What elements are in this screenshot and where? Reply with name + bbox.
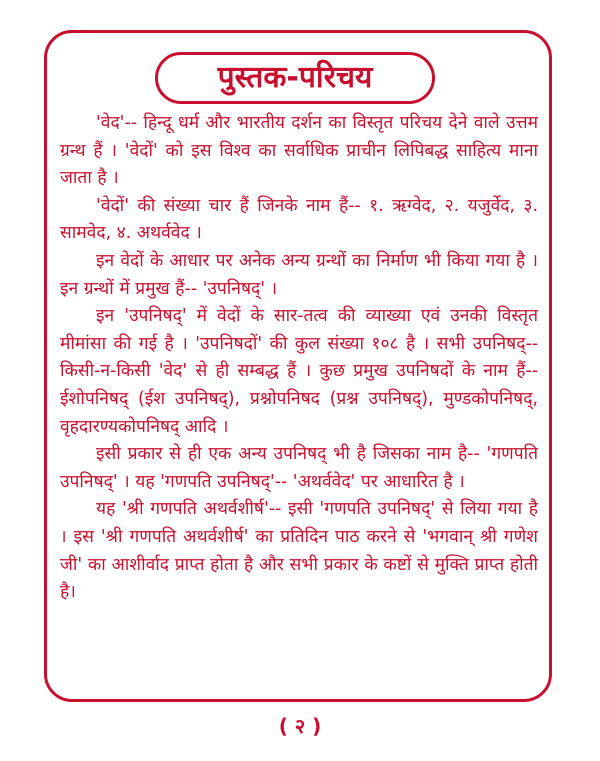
paragraph-vedas-intro: 'वेद'-- हिन्दू धर्म और भारतीय दर्शन का विस्तृत परिचय देने वाले उत्तम ग्रन्थ हैं । 'वेदों' को इस विश्व का सर्वाधिक प्राचीन लिपिबद्ध साहित्य माना जाता है । — [60, 113, 538, 189]
paragraph-atharvashirsha: यह 'श्री गणपति अथर्वशीर्ष'-- इसी 'गणपति उपनिषद्' से लिया गया है । इस 'श्री गणपति अथर्वशीर्ष' का प्रतिदिन पाठ करने से 'भगवान् श्री गणेश जी' का आशीर्वाद प्राप्त होता है और सभी प्रकार के कष्टों से मुक्ति प्राप्त होती है। — [60, 499, 538, 603]
paragraph-four-vedas: 'वेदों' की संख्या चार हैं जिनके नाम हैं-- १. ऋग्वेद, २. यजुर्वेद, ३. सामवेद, ४. अथर्ववेद । — [60, 195, 538, 244]
paragraph-ganapati-upanishad: इसी प्रकार से ही एक अन्य उपनिषद् भी है जिसका नाम है-- 'गणपति उपनिषद्' । यह 'गणपति उपनिषद्'-- 'अथर्ववेद' पर आधारित है । — [60, 444, 538, 492]
page-title: पुस्तक-परिचय — [217, 60, 373, 95]
text-body — [60, 110, 538, 607]
paragraph-upanishads-detail: इन 'उपनिषद्' में वेदों के सार-तत्व की व्याख्या एवं उनकी विस्तृत मीमांसा की गई है । 'उपनिषदों' की कुल संख्या १०८ है । सभी उपनिषद्-- किसी-न-किसी 'वेद' से ही सम्बद्ध हैं । कुछ प्रमुख उपनिषदों के नाम हैं-- ईशोपनिषद् (ईश उपनिषद्), प्रश्नोपनिषद (प्रश्न उपनिषद्), मुण्डकोपनिषद्, वृहदारण्यकोपनिषद् आदि । — [60, 306, 538, 437]
page-number: ( २ ) — [278, 714, 322, 738]
paragraph-upanishads-intro: इन वेदों के आधार पर अनेक अन्य ग्रन्थों का निर्माण भी किया गया है । इन ग्रन्थों में प्रमुख हैं-- 'उपनिषद्' । — [60, 250, 538, 299]
title-box — [155, 52, 435, 104]
